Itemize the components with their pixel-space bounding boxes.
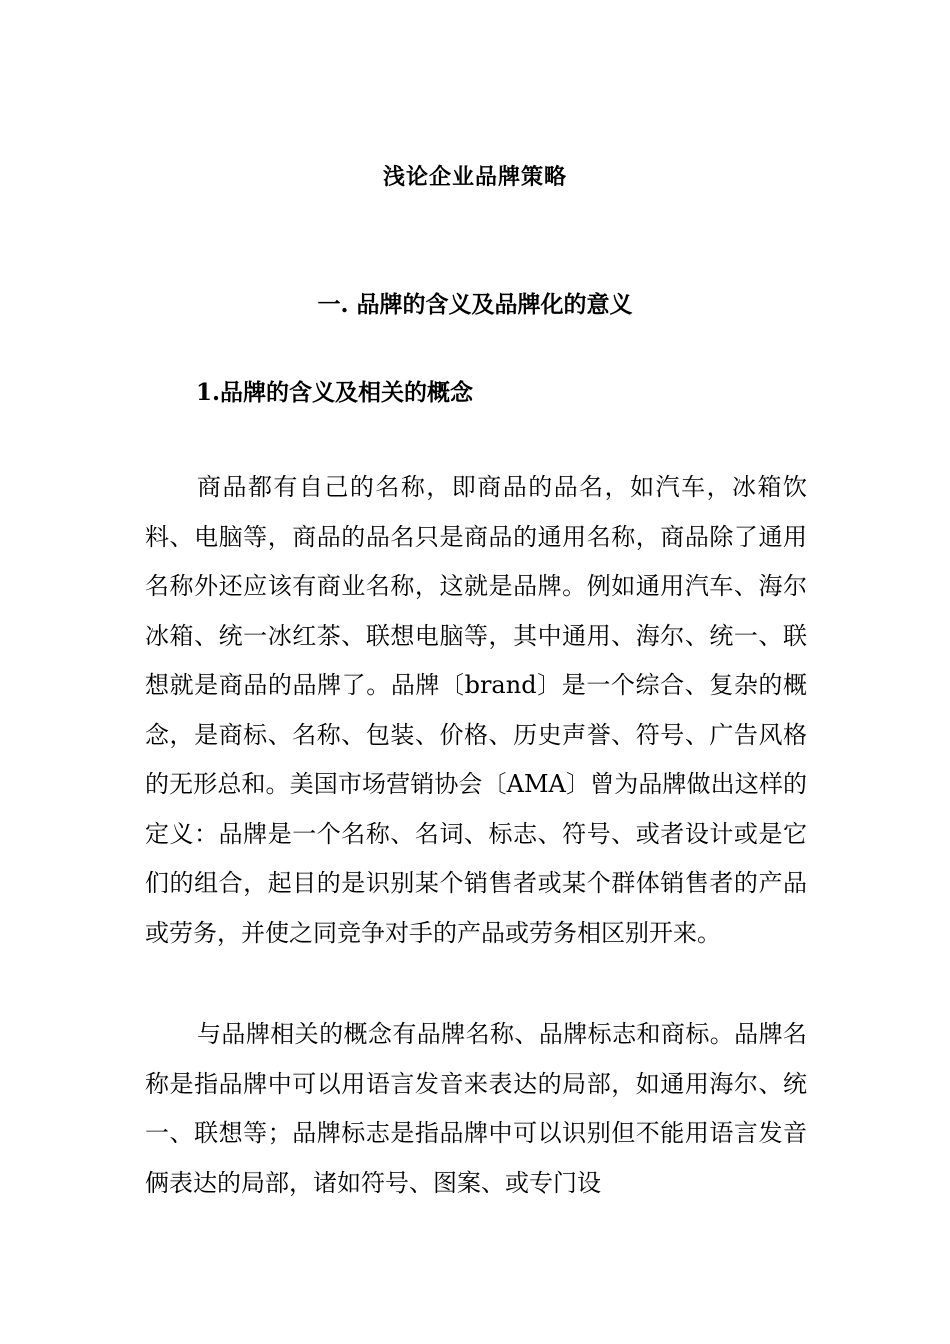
sub-heading: 1.品牌的含义及相关的概念 xyxy=(196,379,474,406)
section-heading: 一. 品牌的含义及品牌化的意义 xyxy=(317,291,633,318)
document-title: 浅论企业品牌策略 xyxy=(382,164,567,190)
body-paragraph-2: 与品牌相关的概念有品牌名称、品牌标志和商标。品牌名称是指品牌中可以用语言发音来表达的局部，如通用海尔、统一、联想等；品牌标志是指品牌中可以识别但不能用语言发音俩表达的局部，诸如符号、图案、或专门设 xyxy=(145,1020,807,1197)
body-paragraph-1: 商品都有自己的名称，即商品的品名，如汽车，冰箱饮料、电脑等，商品的品名只是商品的通用名称，商品除了通用名称外还应该有商业名称，这就是品牌。例如通用汽车、海尔冰箱、统一冰红茶、联想电脑等，其中通用、海尔、统一、联想就是商品的品牌了。品牌〔brand〕是一个综合、复杂的概念，是商标、名称、包装、价格、历史声誉、符号、广告风格的无形总和。美国市场营销协会〔AMA〕曾为品牌做出这样的定义：品牌是一个名称、名词、标志、符号、或者设计或是它们的组合，起目的是识别某个销售者或某个群体销售者的产品或劳务，并使之同竞争对手的产品或劳务相区别开来。 xyxy=(145,473,807,947)
